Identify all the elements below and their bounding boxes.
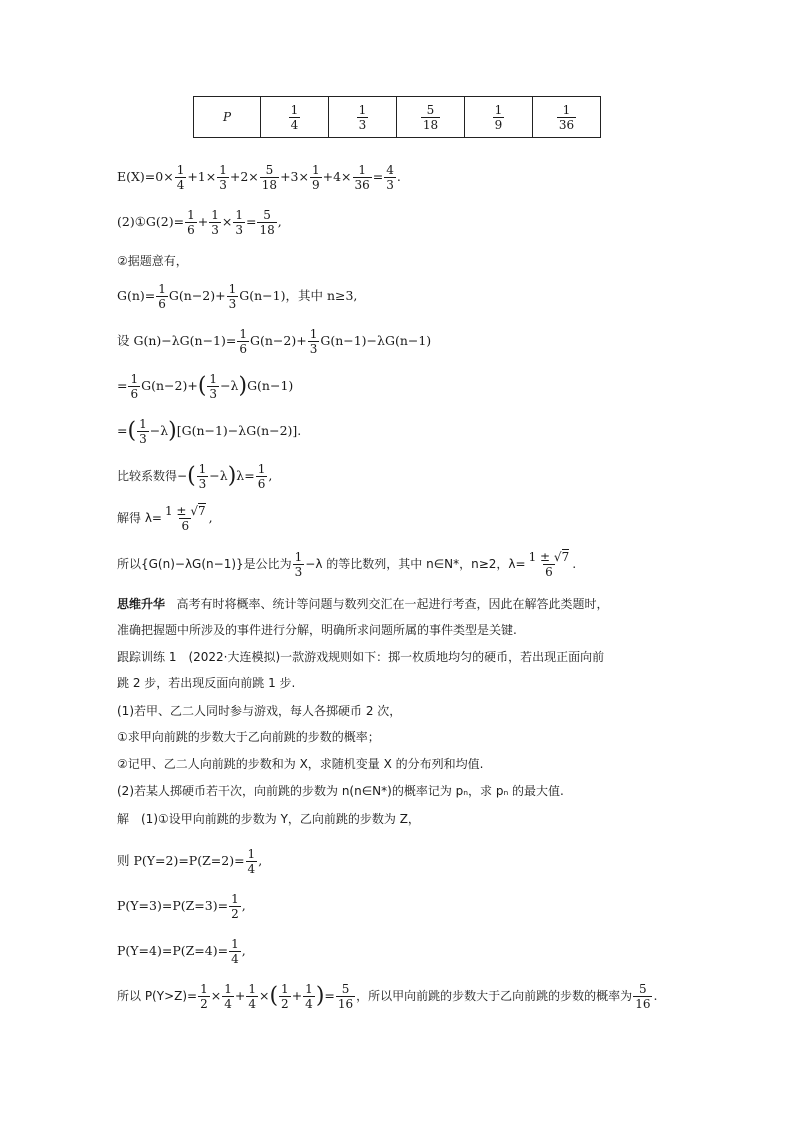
g2-line: (2)①G(2)= $\frac{1}{6}$ + $\frac{1}{3}$ × $\frac{1}{3}$ = $\frac{5}{18}$ ,: [117, 208, 282, 237]
fraction: $\frac{1}{9}$: [494, 102, 503, 132]
set-line: 设 G(n)−λG(n−1)= $\frac{1}{6}$ G(n−2)+ $\frac{1}{3}$ G(n−1)−λG(n−1): [117, 327, 432, 356]
table-header-cell: P: [194, 97, 261, 138]
distribution-table: [193, 96, 601, 138]
solution-start: 解 (1)①设甲向前跳的步数为 Y，乙向前跳的步数为 Z，: [117, 812, 420, 826]
recurrence-line: G(n)= $\frac{1}{6}$ G(n−2)+ $\frac{1}{3}$ G(n−1)，其中 n≥3,: [117, 282, 358, 311]
expectation-line: E(X)=0× $\frac{1}{4}$ +1× $\frac{1}{3}$ +2× $\frac{5}{18}$ +3× $\frac{1}{9}$ +4× $\frac{1}{36}$ = $\frac{4}{3}$ .: [117, 163, 401, 192]
exercise-line-1: 跟踪训练 1 (2022·大连模拟)一款游戏规则如下：掷一枚质地均匀的硬币，若出现正面向前: [117, 650, 605, 664]
prob-y2-line: 则 P(Y=2)=P(Z=2)= $\frac{1}{4}$ ,: [117, 847, 263, 876]
question-1a: ①求甲向前跳的步数大于乙向前跳的步数的概率；: [117, 730, 380, 744]
question-2: (2)若某人掷硬币若干次，向前跳的步数为 n(n∈N*)的概率记为 pₙ，求 pₙ 的最大值.: [117, 784, 564, 798]
exercise-line-2: 跳 2 步，若出现反面向前跳 1 步.: [117, 676, 296, 690]
basis-line: ②据题意有，: [117, 254, 188, 268]
conclusion-line: 所以{G(n)−λG(n−1)}是公比为 $\frac{1}{3}$ −λ 的等比数列，其中 n∈N*，n≥2，λ= $\frac{1 \pm √7}{6}$ .: [117, 550, 577, 579]
table-cell: [533, 97, 601, 138]
table-cell: [329, 97, 397, 138]
table-cell: [261, 97, 329, 138]
table-cell: [397, 97, 465, 138]
table-row: [194, 97, 601, 138]
equation-line-1: = $\frac{1}{6}$ G(n−2)+( $\frac{1}{3}$ −λ)G(n−1): [117, 372, 294, 401]
question-1: (1)若甲、乙二人同时参与游戏，每人各掷硬币 2 次，: [117, 704, 402, 718]
fraction: $\frac{1}{3}$: [358, 102, 367, 132]
question-1b: ②记甲、乙二人向前跳的步数和为 X，求随机变量 X 的分布列和均值.: [117, 757, 484, 771]
prob-y3-line: P(Y=3)=P(Z=3)= $\frac{1}{2}$ ,: [117, 892, 246, 921]
fraction: $\frac{1}{4}$: [290, 102, 299, 132]
prob-y4-line: P(Y=4)=P(Z=4)= $\frac{1}{4}$ ,: [117, 937, 246, 966]
fraction: $\frac{5}{18}$: [422, 102, 439, 132]
compare-line: 比较系数得−( $\frac{1}{3}$ −λ)λ= $\frac{1}{6}$ ,: [117, 462, 273, 491]
final-probability-line: 所以 P(Y>Z)= $\frac{1}{2}$ × $\frac{1}{4}$ + $\frac{1}{4}$ ×( $\frac{1}{2}$ + $\frac{1}{4}$ )= $\frac{5}{16}$ ，所以甲向前跳的步数大于乙向前跳的步数的概率为 $\frac{5}{16}$ .: [117, 982, 658, 1011]
solve-line: 解得 λ= $\frac{1 \pm √7}{6}$ ,: [117, 504, 213, 533]
table-cell: [465, 97, 533, 138]
summary-line-1: 思维升华 高考有时将概率、统计等问题与数列交汇在一起进行考查，因此在解答此类题时，: [117, 597, 609, 611]
equation-line-2: =( $\frac{1}{3}$ −λ)[G(n−1)−λG(n−2)].: [117, 417, 302, 446]
fraction: $\frac{1}{36}$: [558, 102, 575, 132]
summary-label: 思维升华: [117, 597, 166, 611]
summary-line-2: 准确把握题中所涉及的事件进行分解，明确所求问题所属的事件类型是关键.: [117, 623, 517, 637]
